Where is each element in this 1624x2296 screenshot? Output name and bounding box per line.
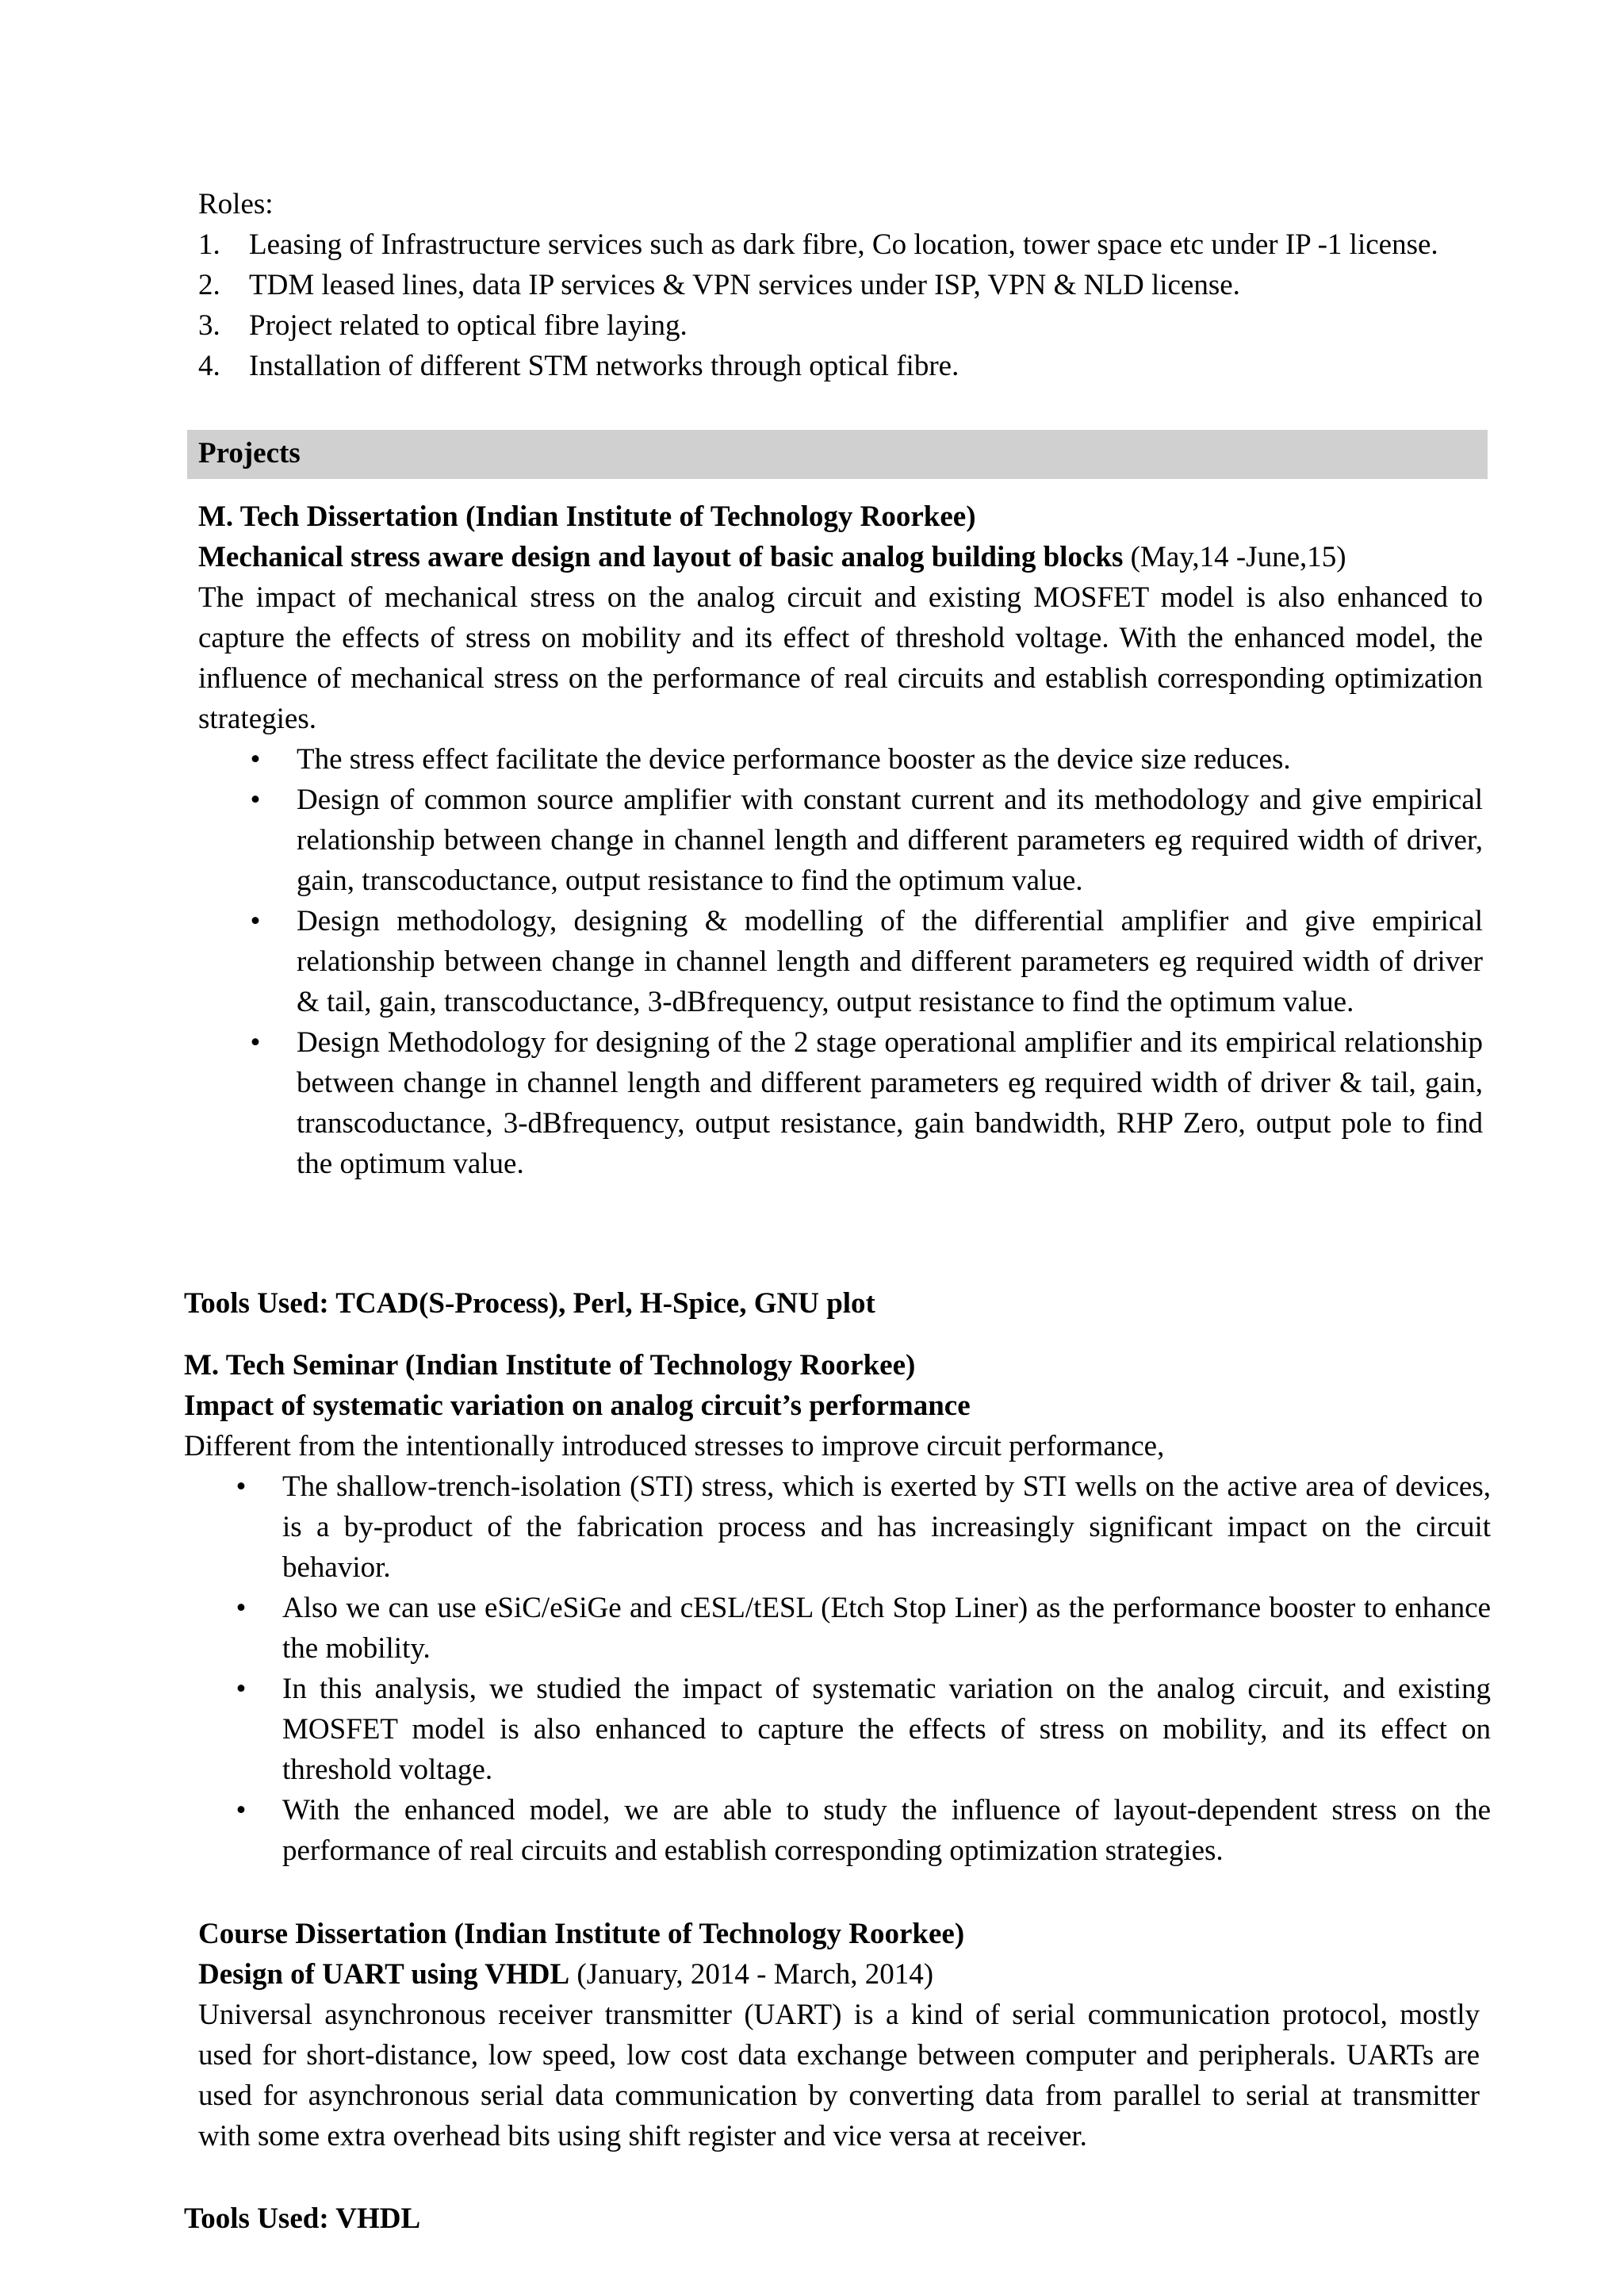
list-item-text: Installation of different STM networks through optical fibre.: [249, 350, 959, 382]
section-title: Projects: [198, 437, 301, 470]
project-dates: (May,14 -June,15): [1123, 541, 1346, 573]
project-dates: (January, 2014 - March, 2014): [569, 1958, 934, 1991]
bullet-item: [250, 780, 1483, 901]
bullet-icon: •: [236, 1470, 247, 1503]
list-number: 4.: [198, 350, 220, 382]
roles-section: [198, 184, 1483, 386]
bullet-text: The shallow-trench-isolation (STI) stress, which is exerted by STI wells on the active area of devices, is a by-product of the fabrication process and has increasingly significant impact on the circuit behavior.: [282, 1470, 1491, 1584]
project-mtech-dissertation: [198, 496, 1483, 1184]
project-organization: M. Tech Dissertation (Indian Institute of Technology Roorkee): [198, 500, 976, 533]
project-intro: Different from the intentionally introduced stresses to improve circuit performance,: [184, 1430, 1165, 1462]
bullet-text: In this analysis, we studied the impact of systematic variation on the analog circuit, and existing MOSFET model is also enhanced to capture the effects of stress on mobility, and its effect on threshold voltage.: [282, 1673, 1491, 1786]
bullet-text: Also we can use eSiC/eSiGe and cESL/tESL (Etch Stop Liner) as the performance booster to enhance the mobility.: [282, 1592, 1491, 1665]
bullet-text: Design Methodology for designing of the 2 stage operational amplifier and its empirical relationship between change in channel length and different parameters eg required width of driver & tail, gain, transcoductance, 3-dBfrequency, output resistance, gain bandwidth, RHP Zero, output pole to find the optimum value.: [297, 1026, 1483, 1180]
bullet-item: [236, 1790, 1491, 1871]
bullet-icon: •: [236, 1592, 247, 1624]
bullet-icon: •: [236, 1673, 247, 1705]
bullet-text: Design of common source amplifier with constant current and its methodology and give empirical relationship between change in channel length and different parameters eg required width of driver, gain, transcoductance, output resistance to find the optimum value.: [297, 784, 1483, 897]
tools-used-text: Tools Used: VHDL: [184, 2202, 421, 2235]
bullet-item: [236, 1669, 1491, 1790]
list-item-text: TDM leased lines, data IP services & VPN services under ISP, VPN & NLD license.: [249, 269, 1240, 301]
roles-list: [198, 224, 1483, 386]
list-item-text: Project related to optical fibre laying.: [249, 309, 688, 342]
roles-list-item: [198, 305, 1483, 346]
list-number: 3.: [198, 309, 220, 342]
roles-heading: Roles:: [198, 188, 274, 220]
bullet-icon: •: [250, 1026, 261, 1059]
project-description: The impact of mechanical stress on the analog circuit and existing MOSFET model is also enhanced to capture the effects of stress on mobility and its effect of threshold voltage. With the enhanced model, the influence of mechanical stress on the performance of real circuits and establish corresponding optimization strategies.: [198, 581, 1483, 735]
list-number: 2.: [198, 269, 220, 301]
project-mtech-seminar: [184, 1345, 1491, 1871]
project-title-line: [198, 1954, 1480, 1995]
bullet-item: [236, 1466, 1491, 1588]
project-title-line: [198, 537, 1483, 577]
bullet-icon: •: [250, 905, 261, 937]
project-course-dissertation: [198, 1914, 1480, 2156]
projects-section-header: [187, 430, 1488, 479]
project-title: Design of UART using VHDL: [198, 1958, 570, 1991]
project-organization: Course Dissertation (Indian Institute of Technology Roorkee): [198, 1918, 965, 1950]
bullet-item: [236, 1588, 1491, 1669]
bullet-item: [250, 1022, 1483, 1184]
project-bullet-list: [236, 1466, 1491, 1871]
bullet-text: Design methodology, designing & modelling of the differential amplifier and give empirical relationship between change in channel length and different parameters eg required width of driver & tail, gain, transcoductance, 3-dBfrequency, output resistance to find the optimum value.: [297, 905, 1483, 1018]
tools-used-uart: [184, 2198, 1477, 2239]
bullet-text: With the enhanced model, we are able to study the influence of layout-dependent stress on the performance of real circuits and establish corresponding optimization strategies.: [282, 1794, 1491, 1867]
list-item-text: Leasing of Infrastructure services such as dark fibre, Co location, tower space etc under IP -1 license.: [249, 228, 1438, 261]
project-title: Mechanical stress aware design and layout of basic analog building blocks: [198, 541, 1124, 573]
project-bullet-list: [250, 739, 1483, 1184]
roles-list-item: [198, 346, 1483, 386]
list-number: 1.: [198, 228, 220, 261]
roles-list-item: [198, 265, 1483, 305]
project-description: Universal asynchronous receiver transmitter (UART) is a kind of serial communication protocol, mostly used for short-distance, low speed, low cost data exchange between computer and peripherals. UARTs are used for asynchronous serial data communication by converting data from parallel to serial at transmitter with some extra overhead bits using shift register and vice versa at receiver.: [198, 1999, 1480, 2152]
bullet-icon: •: [250, 743, 261, 776]
project-title: Impact of systematic variation on analog circuit’s performance: [184, 1389, 971, 1422]
roles-list-item: [198, 224, 1483, 265]
bullet-icon: •: [250, 784, 261, 816]
tools-used-dissertation: [184, 1283, 1477, 1324]
bullet-icon: •: [236, 1794, 247, 1826]
bullet-text: The stress effect facilitate the device performance booster as the device size reduces.: [297, 743, 1291, 776]
bullet-item: [250, 739, 1483, 780]
tools-used-text: Tools Used: TCAD(S-Process), Perl, H-Spice, GNU plot: [184, 1287, 875, 1320]
project-organization: M. Tech Seminar (Indian Institute of Technology Roorkee): [184, 1349, 916, 1382]
bullet-item: [250, 901, 1483, 1022]
